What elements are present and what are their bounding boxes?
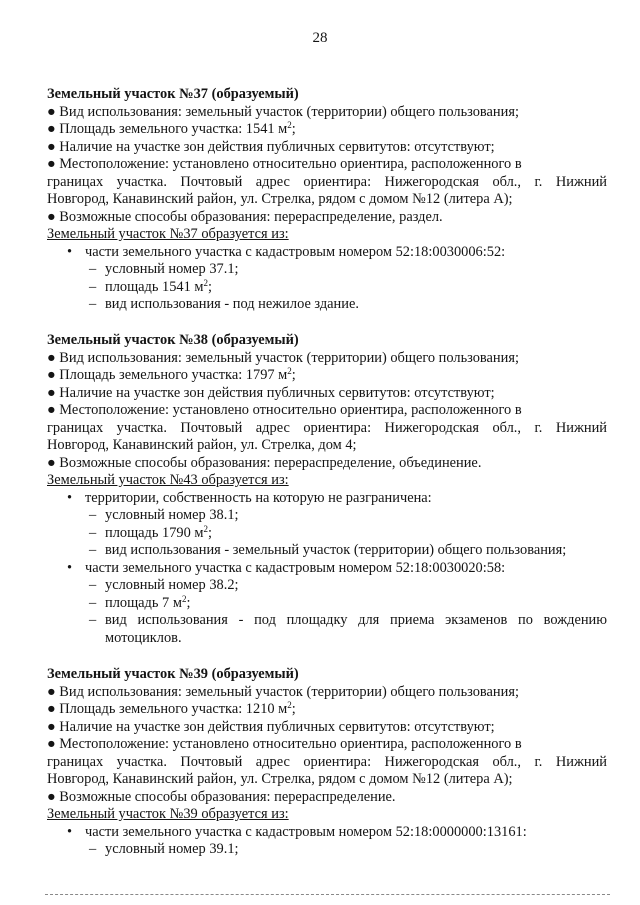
formation-methods: ● Возможные способы образования: перераспределение, объединение. [47, 454, 482, 471]
bullet-icon: • [67, 489, 73, 506]
detail-item [47, 841, 607, 859]
detail-item [47, 612, 607, 647]
detail-text [105, 595, 607, 613]
detail-text: условный номер 38.1; [105, 507, 239, 523]
dash-icon: – [89, 524, 97, 541]
servitudes: ● Наличие на участке зон действия публичных сервитутов: отсутствуют; [47, 384, 495, 401]
detail-item [47, 279, 607, 297]
detail-area-sup: 2 [203, 523, 209, 534]
detail-area: площадь 7 м [105, 594, 182, 611]
land-plot-section-39 [47, 666, 607, 859]
dash-icon: – [89, 296, 97, 312]
land-plot-section-37 [47, 86, 607, 314]
section-title: Земельный участок №37 (образуемый) [47, 86, 299, 102]
formed-from-heading: Земельный участок №37 образуется из: [47, 226, 289, 242]
dash-icon: – [89, 594, 97, 611]
scan-artifact-line [45, 894, 610, 897]
use-type: ● Вид использования: земельный участок (территории) общего пользования; [47, 349, 519, 366]
detail-area-suffix: ; [208, 278, 213, 295]
bullet-icon: • [67, 243, 73, 260]
detail-area-suffix: ; [208, 524, 213, 541]
detail-area: площадь 1790 м [105, 524, 204, 541]
source-item [47, 824, 607, 842]
detail-item [47, 525, 607, 543]
dash-icon: – [89, 278, 97, 295]
detail-text: условный номер 39.1; [105, 841, 239, 857]
area [47, 121, 607, 139]
location-line-3: Новгород, Канавинский район, ул. Стрелка, рядом с домом №12 (литера А); [47, 771, 513, 787]
location-line-3: Новгород, Канавинский район, ул. Стрелка, рядом с домом №12 (литера А); [47, 191, 513, 207]
detail-item [47, 261, 607, 279]
source-text: части земельного участка с кадастровым номером 52:18:0030020:58: [85, 559, 506, 576]
detail-item [47, 507, 607, 525]
detail-item [47, 542, 607, 560]
dash-icon: – [89, 841, 97, 857]
formed-from-heading: Земельный участок №39 образуется из: [47, 806, 289, 822]
area-text: ● Площадь земельного участка: 1541 м [47, 121, 288, 137]
area-text: ● Площадь земельного участка: 1797 м [47, 367, 288, 383]
land-plot-section-38 [47, 332, 607, 647]
use-type: ● Вид использования: земельный участок (территории) общего пользования; [47, 683, 519, 700]
source-text: территории, собственность на которую не разграничена: [85, 489, 432, 506]
detail-text: условный номер 38.2; [105, 577, 239, 593]
detail-item [47, 577, 607, 595]
dash-icon: – [89, 261, 97, 277]
source-item [47, 244, 607, 262]
area-sup: 2 [287, 700, 292, 710]
area-suffix: ; [291, 367, 296, 383]
section-title: Земельный участок №39 (образуемый) [47, 666, 299, 682]
source-item [47, 490, 607, 508]
dash-icon: – [89, 612, 97, 628]
area-sup: 2 [287, 120, 292, 130]
dash-icon: – [89, 577, 97, 593]
dash-icon: – [89, 507, 97, 523]
formed-from-heading: Земельный участок №43 образуется из: [47, 472, 289, 488]
servitudes: ● Наличие на участке зон действия публичных сервитутов: отсутствуют; [47, 718, 495, 735]
detail-text: условный номер 37.1; [105, 261, 239, 277]
area [47, 701, 607, 719]
detail-area-sup: 2 [203, 277, 209, 288]
location-line-2: границах участка. Почтовый адрес ориентира: Нижегородская обл., г. Нижний [47, 173, 607, 190]
formation-methods: ● Возможные способы образования: перераспределение, раздел. [47, 208, 443, 225]
detail-text [105, 279, 607, 297]
location-line-1: ● Местоположение: установлено относительно ориентира, расположенного в [47, 736, 522, 752]
area-sup: 2 [287, 366, 292, 376]
source-item [47, 560, 607, 578]
source-text: части земельного участка с кадастровым номером 52:18:0030006:52: [85, 243, 506, 260]
location-line-2: границах участка. Почтовый адрес ориентира: Нижегородская обл., г. Нижний [47, 753, 607, 770]
location-line-1: ● Местоположение: установлено относительно ориентира, расположенного в [47, 156, 522, 172]
location-line-1: ● Местоположение: установлено относительно ориентира, расположенного в [47, 402, 522, 418]
bullet-icon: • [67, 823, 73, 840]
bullet-icon: • [67, 559, 73, 576]
detail-text: вид использования - под площадку для приема экзаменов по вождению мотоциклов. [105, 612, 607, 646]
dash-icon: – [89, 542, 97, 558]
area [47, 367, 607, 385]
source-text: части земельного участка с кадастровым номером 52:18:0000000:13161: [85, 823, 527, 840]
detail-area: площадь 1541 м [105, 278, 204, 295]
servitudes: ● Наличие на участке зон действия публичных сервитутов: отсутствуют; [47, 138, 495, 155]
area-suffix: ; [291, 121, 296, 137]
page-number: 28 [312, 30, 328, 46]
detail-text: вид использования - земельный участок (территории) общего пользования; [105, 542, 567, 558]
section-title: Земельный участок №38 (образуемый) [47, 332, 299, 348]
formation-methods: ● Возможные способы образования: перераспределение. [47, 788, 396, 805]
location-line-3: Новгород, Канавинский район, ул. Стрелка, дом 4; [47, 437, 357, 453]
detail-area-suffix: ; [186, 594, 191, 611]
detail-item [47, 595, 607, 613]
location-line-2: границах участка. Почтовый адрес ориентира: Нижегородская обл., г. Нижний [47, 419, 607, 436]
detail-item [47, 296, 607, 314]
detail-text: вид использования - под нежилое здание. [105, 296, 359, 312]
detail-area-sup: 2 [181, 593, 187, 604]
detail-text [105, 525, 607, 543]
use-type: ● Вид использования: земельный участок (территории) общего пользования; [47, 103, 519, 120]
area-suffix: ; [291, 701, 296, 717]
area-text: ● Площадь земельного участка: 1210 м [47, 701, 288, 717]
